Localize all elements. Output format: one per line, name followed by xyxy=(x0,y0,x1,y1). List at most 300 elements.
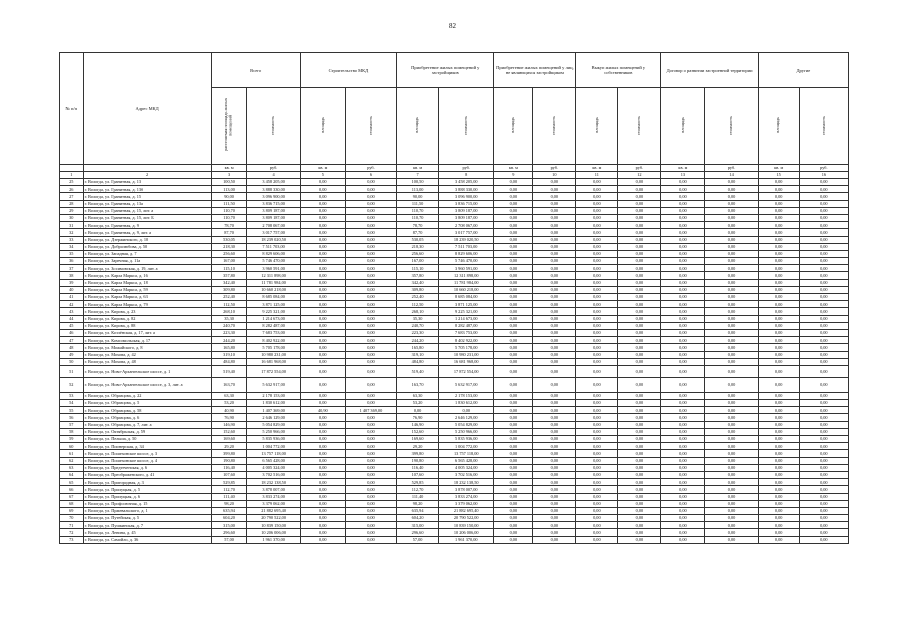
other-cost: 0,00 xyxy=(799,377,848,392)
non-developer-cost: 0,00 xyxy=(533,428,576,435)
buyout-area: 0,00 xyxy=(576,308,618,315)
buyout-cost: 0,00 xyxy=(618,392,661,399)
territory-cost: 0,00 xyxy=(705,329,758,336)
total-cost: 8 402 922,00 xyxy=(247,337,300,344)
other-cost: 0,00 xyxy=(799,265,848,272)
table-row xyxy=(60,457,849,464)
row-address: г. Вологда, ул. Карла Маркса, д. 79 xyxy=(83,301,211,308)
non-developer-cost: 0,00 xyxy=(533,250,576,257)
non-developer-cost: 0,00 xyxy=(533,279,576,286)
total-area: 115,10 xyxy=(211,265,247,272)
developer-cost: 8 282 487,00 xyxy=(439,322,494,329)
total-cost: 7 683 753,00 xyxy=(247,329,300,336)
unit-cell: руб. xyxy=(799,165,848,172)
territory-cost: 0,00 xyxy=(705,179,758,186)
non-developer-area: 0,00 xyxy=(494,265,533,272)
non-developer-cost: 0,00 xyxy=(533,450,576,457)
column-number: 3 xyxy=(211,172,247,179)
table-row xyxy=(60,407,849,414)
developer-cost: 5 746 470,00 xyxy=(439,258,494,265)
construction-area: 0,00 xyxy=(300,436,345,443)
non-developer-cost: 0,00 xyxy=(533,400,576,407)
non-developer-area: 0,00 xyxy=(494,222,533,229)
territory-area: 0,00 xyxy=(661,529,705,536)
territory-area: 0,00 xyxy=(661,507,705,514)
construction-area: 0,00 xyxy=(300,337,345,344)
construction-cost: 0,00 xyxy=(345,322,396,329)
other-cost: 0,00 xyxy=(799,315,848,322)
non-developer-area: 0,00 xyxy=(494,464,533,471)
row-number: 58 xyxy=(60,428,84,435)
table-row xyxy=(60,337,849,344)
developer-area: 112,70 xyxy=(397,486,439,493)
buyout-cost: 0,00 xyxy=(618,358,661,365)
construction-area: 0,00 xyxy=(300,301,345,308)
row-number: 64 xyxy=(60,471,84,478)
non-developer-cost: 0,00 xyxy=(533,421,576,428)
unit-cell: кв. м xyxy=(576,165,618,172)
other-cost: 0,00 xyxy=(799,294,848,301)
developer-area: 357,80 xyxy=(397,272,439,279)
table-row xyxy=(60,207,849,214)
total-cost: 18 239 020,50 xyxy=(247,236,300,243)
developer-area: 268,10 xyxy=(397,308,439,315)
construction-area: 0,00 xyxy=(300,214,345,221)
buyout-cost: 0,00 xyxy=(618,322,661,329)
row-address: г. Вологда, ул. Карла Маркса, д. 18 xyxy=(83,279,211,286)
territory-cost: 0,00 xyxy=(705,428,758,435)
developer-cost: 1 004 772,00 xyxy=(439,443,494,450)
total-area: 40,90 xyxy=(211,407,247,414)
total-area: 635,94 xyxy=(211,507,247,514)
row-number: 36 xyxy=(60,258,84,265)
developer-area: 146,90 xyxy=(397,421,439,428)
row-number: 71 xyxy=(60,522,84,529)
table-row xyxy=(60,536,849,543)
other-cost: 0,00 xyxy=(799,214,848,221)
territory-area: 0,00 xyxy=(661,471,705,478)
table-row xyxy=(60,522,849,529)
construction-cost: 0,00 xyxy=(345,536,396,543)
total-area: 268,10 xyxy=(211,308,247,315)
construction-area: 0,00 xyxy=(300,243,345,250)
developer-area: 296,60 xyxy=(397,529,439,536)
buyout-cost: 0,00 xyxy=(618,236,661,243)
subheader-area: площадь xyxy=(494,88,533,165)
construction-area: 40,90 xyxy=(300,407,345,414)
total-area: 309,80 xyxy=(211,286,247,293)
row-number: 27 xyxy=(60,193,84,200)
total-cost: 8 829 606,00 xyxy=(247,250,300,257)
construction-cost: 0,00 xyxy=(345,400,396,407)
developer-area: 169,60 xyxy=(397,436,439,443)
buyout-area: 0,00 xyxy=(576,450,618,457)
territory-cost: 0,00 xyxy=(705,337,758,344)
construction-area: 0,00 xyxy=(300,486,345,493)
non-developer-area: 0,00 xyxy=(494,207,533,214)
construction-cost: 0,00 xyxy=(345,279,396,286)
construction-cost: 0,00 xyxy=(345,200,396,207)
total-cost: 3 878 007,00 xyxy=(247,486,300,493)
column-number: 2 xyxy=(83,172,211,179)
column-number: 9 xyxy=(494,172,533,179)
other-cost: 0,00 xyxy=(799,236,848,243)
territory-cost: 0,00 xyxy=(705,286,758,293)
developer-cost: 3 809 187,00 xyxy=(439,214,494,221)
other-area: 0,00 xyxy=(758,493,799,500)
territory-cost: 0,00 xyxy=(705,486,758,493)
total-cost: 5 250 966,00 xyxy=(247,428,300,435)
construction-cost: 0,00 xyxy=(345,479,396,486)
header-row-number: № п/п xyxy=(60,53,84,165)
developer-area: 78,70 xyxy=(397,222,439,229)
territory-area: 0,00 xyxy=(661,308,705,315)
construction-area: 0,00 xyxy=(300,365,345,377)
header-acquisition-developers: Приобретение жилых помещений у застройщиков xyxy=(397,53,494,88)
construction-area: 0,00 xyxy=(300,186,345,193)
developer-area: 244,20 xyxy=(397,337,439,344)
row-address: г. Вологда, ул. Ленина, д. 45 xyxy=(83,529,211,536)
construction-area: 0,00 xyxy=(300,229,345,236)
table-row xyxy=(60,493,849,500)
total-cost: 1 004 772,00 xyxy=(247,443,300,450)
total-cost: 10 839 150,00 xyxy=(247,522,300,529)
developer-area: 111,40 xyxy=(397,493,439,500)
total-cost: 1 961 370,00 xyxy=(247,536,300,543)
subheader-cost: стоимость xyxy=(618,88,661,165)
developer-cost: 13 757 118,00 xyxy=(439,450,494,457)
buyout-area: 0,00 xyxy=(576,500,618,507)
territory-area: 0,00 xyxy=(661,400,705,407)
developer-cost: 9 225 321,00 xyxy=(439,308,494,315)
other-cost: 0,00 xyxy=(799,500,848,507)
total-area: 110,70 xyxy=(211,214,247,221)
construction-cost: 0,00 xyxy=(345,392,396,399)
unit-cell: руб. xyxy=(618,165,661,172)
row-number: 45 xyxy=(60,322,84,329)
total-area: 111,50 xyxy=(211,200,247,207)
other-area: 0,00 xyxy=(758,392,799,399)
non-developer-cost: 0,00 xyxy=(533,272,576,279)
other-area: 0,00 xyxy=(758,258,799,265)
row-address: г. Вологда, ул. Карла Маркса, д. 59 xyxy=(83,286,211,293)
buyout-cost: 0,00 xyxy=(618,286,661,293)
buyout-area: 0,00 xyxy=(576,377,618,392)
developer-area: 165,80 xyxy=(397,344,439,351)
table-row xyxy=(60,186,849,193)
buyout-cost: 0,00 xyxy=(618,294,661,301)
total-cost: 5 705 178,00 xyxy=(247,344,300,351)
non-developer-area: 0,00 xyxy=(494,193,533,200)
non-developer-cost: 0,00 xyxy=(533,286,576,293)
other-area: 0,00 xyxy=(758,358,799,365)
total-area: 399,80 xyxy=(211,450,247,457)
non-developer-cost: 0,00 xyxy=(533,258,576,265)
buyout-cost: 0,00 xyxy=(618,200,661,207)
total-cost: 3 809 187,00 xyxy=(247,214,300,221)
territory-area: 0,00 xyxy=(661,479,705,486)
unit-cell: кв. м xyxy=(397,165,439,172)
table-row xyxy=(60,193,849,200)
developer-area: 163,70 xyxy=(397,377,439,392)
total-area: 152,60 xyxy=(211,428,247,435)
non-developer-cost: 0,00 xyxy=(533,351,576,358)
unit-cell: кв. м xyxy=(300,165,345,172)
territory-cost: 0,00 xyxy=(705,207,758,214)
territory-area: 0,00 xyxy=(661,443,705,450)
column-number: 7 xyxy=(397,172,439,179)
table-row xyxy=(60,179,849,186)
buyout-area: 0,00 xyxy=(576,351,618,358)
territory-area: 0,00 xyxy=(661,358,705,365)
row-number: 37 xyxy=(60,265,84,272)
construction-area: 0,00 xyxy=(300,500,345,507)
table-row xyxy=(60,294,849,301)
developer-cost: 3 836 715,00 xyxy=(439,200,494,207)
buyout-cost: 0,00 xyxy=(618,250,661,257)
row-number: 60 xyxy=(60,443,84,450)
total-cost: 10 980 231,00 xyxy=(247,351,300,358)
row-number: 53 xyxy=(60,392,84,399)
construction-area: 0,00 xyxy=(300,250,345,257)
construction-cost: 0,00 xyxy=(345,294,396,301)
territory-cost: 0,00 xyxy=(705,358,758,365)
construction-cost: 0,00 xyxy=(345,250,396,257)
territory-cost: 0,00 xyxy=(705,479,758,486)
other-area: 0,00 xyxy=(758,250,799,257)
other-cost: 0,00 xyxy=(799,358,848,365)
other-cost: 0,00 xyxy=(799,414,848,421)
territory-area: 0,00 xyxy=(661,265,705,272)
developer-area: 116,40 xyxy=(397,464,439,471)
territory-cost: 0,00 xyxy=(705,193,758,200)
construction-cost: 0,00 xyxy=(345,493,396,500)
unit-cell: руб. xyxy=(705,165,758,172)
row-number: 55 xyxy=(60,407,84,414)
row-number: 40 xyxy=(60,286,84,293)
territory-cost: 0,00 xyxy=(705,443,758,450)
row-address: г. Вологда, ул. Профсоюзная, д. 15 xyxy=(83,500,211,507)
row-address: г. Вологда, ул. Зосимовская, д. 19, лит. а xyxy=(83,265,211,272)
row-address: г. Вологда, ул. Пригородная, д. 3 xyxy=(83,479,211,486)
table-row xyxy=(60,428,849,435)
buyout-cost: 0,00 xyxy=(618,493,661,500)
buyout-area: 0,00 xyxy=(576,522,618,529)
developer-area: 529,85 xyxy=(397,479,439,486)
other-area: 0,00 xyxy=(758,486,799,493)
developer-cost: 21 882 695,40 xyxy=(439,507,494,514)
total-area: 519,40 xyxy=(211,365,247,377)
row-address: г. Вологда, ул. Заречная, д. 11а xyxy=(83,258,211,265)
construction-cost: 0,00 xyxy=(345,258,396,265)
table-body xyxy=(60,179,849,544)
non-developer-area: 0,00 xyxy=(494,329,533,336)
non-developer-area: 0,00 xyxy=(494,414,533,421)
row-number: 63 xyxy=(60,464,84,471)
total-area: 35,30 xyxy=(211,315,247,322)
territory-cost: 0,00 xyxy=(705,214,758,221)
developer-area: 399,80 xyxy=(397,450,439,457)
buyout-area: 0,00 xyxy=(576,301,618,308)
construction-cost: 0,00 xyxy=(345,457,396,464)
subheader-cost: стоимость xyxy=(345,88,396,165)
construction-cost: 0,00 xyxy=(345,443,396,450)
total-cost: 7 511 703,00 xyxy=(247,243,300,250)
total-area: 111,40 xyxy=(211,493,247,500)
other-area: 0,00 xyxy=(758,193,799,200)
non-developer-area: 0,00 xyxy=(494,493,533,500)
territory-area: 0,00 xyxy=(661,436,705,443)
buyout-cost: 0,00 xyxy=(618,179,661,186)
row-number: 54 xyxy=(60,400,84,407)
developer-cost: 3 871 125,00 xyxy=(439,301,494,308)
developer-area: 76,90 xyxy=(397,414,439,421)
buyout-area: 0,00 xyxy=(576,365,618,377)
other-cost: 0,00 xyxy=(799,421,848,428)
buyout-area: 0,00 xyxy=(576,265,618,272)
buyout-cost: 0,00 xyxy=(618,329,661,336)
non-developer-cost: 0,00 xyxy=(533,457,576,464)
buyout-cost: 0,00 xyxy=(618,515,661,522)
buyout-area: 0,00 xyxy=(576,464,618,471)
other-cost: 0,00 xyxy=(799,522,848,529)
buyout-cost: 0,00 xyxy=(618,186,661,193)
total-area: 484,80 xyxy=(211,358,247,365)
total-cost: 3 017 757,00 xyxy=(247,229,300,236)
row-address: г. Вологда, ул. Прилуцкая, д. 5 xyxy=(83,486,211,493)
row-address: г. Вологда, ул. Карла Маркса, д. 16 xyxy=(83,272,211,279)
total-cost: 18 232 138,50 xyxy=(247,479,300,486)
construction-area: 0,00 xyxy=(300,308,345,315)
construction-area: 0,00 xyxy=(300,507,345,514)
total-cost: 1 407 369,00 xyxy=(247,407,300,414)
developer-cost: 3 458 205,00 xyxy=(439,179,494,186)
total-area: 319,10 xyxy=(211,351,247,358)
other-cost: 0,00 xyxy=(799,308,848,315)
total-cost: 3 379 062,00 xyxy=(247,500,300,507)
territory-area: 0,00 xyxy=(661,464,705,471)
other-area: 0,00 xyxy=(758,322,799,329)
buyout-area: 0,00 xyxy=(576,250,618,257)
subheader-area: площадь xyxy=(576,88,618,165)
construction-cost: 0,00 xyxy=(345,358,396,365)
developer-cost: 1 961 370,00 xyxy=(439,536,494,543)
non-developer-area: 0,00 xyxy=(494,301,533,308)
territory-cost: 0,00 xyxy=(705,457,758,464)
buyout-area: 0,00 xyxy=(576,229,618,236)
table-row xyxy=(60,464,849,471)
developer-area: 635,94 xyxy=(397,507,439,514)
buyout-area: 0,00 xyxy=(576,471,618,478)
total-area: 98,20 xyxy=(211,500,247,507)
buyout-cost: 0,00 xyxy=(618,258,661,265)
row-number: 57 xyxy=(60,421,84,428)
total-area: 90,00 xyxy=(211,193,247,200)
territory-area: 0,00 xyxy=(661,421,705,428)
other-cost: 0,00 xyxy=(799,436,848,443)
total-area: 116,40 xyxy=(211,464,247,471)
construction-area: 0,00 xyxy=(300,529,345,536)
non-developer-cost: 0,00 xyxy=(533,529,576,536)
developer-area: 309,80 xyxy=(397,286,439,293)
developer-area: 100,50 xyxy=(397,179,439,186)
non-developer-area: 0,00 xyxy=(494,400,533,407)
developer-cost: 10 660 218,00 xyxy=(439,286,494,293)
non-developer-area: 0,00 xyxy=(494,507,533,514)
subheader-cost: стоимость xyxy=(799,88,848,165)
developer-area: 90,00 xyxy=(397,193,439,200)
construction-cost: 0,00 xyxy=(345,344,396,351)
unit-cell: руб. xyxy=(533,165,576,172)
other-area: 0,00 xyxy=(758,265,799,272)
territory-area: 0,00 xyxy=(661,243,705,250)
buyout-cost: 0,00 xyxy=(618,500,661,507)
territory-area: 0,00 xyxy=(661,294,705,301)
construction-cost: 0,00 xyxy=(345,507,396,514)
construction-cost: 0,00 xyxy=(345,229,396,236)
other-cost: 0,00 xyxy=(799,392,848,399)
table-row xyxy=(60,272,849,279)
row-address: г. Вологда, ул. Кирова, д. 88 xyxy=(83,322,211,329)
buyout-cost: 0,00 xyxy=(618,414,661,421)
buyout-cost: 0,00 xyxy=(618,279,661,286)
header-other: Другие xyxy=(758,53,848,88)
construction-cost: 1 407 369,00 xyxy=(345,407,396,414)
construction-area: 0,00 xyxy=(300,279,345,286)
row-number: 42 xyxy=(60,301,84,308)
buyout-cost: 0,00 xyxy=(618,457,661,464)
developer-cost: 8 402 922,00 xyxy=(439,337,494,344)
row-number: 43 xyxy=(60,308,84,315)
non-developer-cost: 0,00 xyxy=(533,236,576,243)
other-cost: 0,00 xyxy=(799,186,848,193)
developer-area: 604,20 xyxy=(397,515,439,522)
total-cost: 3 833 274,00 xyxy=(247,493,300,500)
buyout-cost: 0,00 xyxy=(618,529,661,536)
territory-cost: 0,00 xyxy=(705,250,758,257)
other-area: 0,00 xyxy=(758,308,799,315)
buyout-area: 0,00 xyxy=(576,322,618,329)
table-row xyxy=(60,500,849,507)
construction-area: 0,00 xyxy=(300,428,345,435)
territory-area: 0,00 xyxy=(661,301,705,308)
other-area: 0,00 xyxy=(758,222,799,229)
construction-cost: 0,00 xyxy=(345,329,396,336)
construction-area: 0,00 xyxy=(300,193,345,200)
non-developer-area: 0,00 xyxy=(494,344,533,351)
construction-cost: 0,00 xyxy=(345,222,396,229)
buyout-area: 0,00 xyxy=(576,222,618,229)
developer-area: 35,30 xyxy=(397,315,439,322)
developer-cost: 2 178 153,00 xyxy=(439,392,494,399)
buyout-area: 0,00 xyxy=(576,258,618,265)
territory-area: 0,00 xyxy=(661,214,705,221)
developer-area: 315,00 xyxy=(397,522,439,529)
developer-cost: 18 232 138,50 xyxy=(439,479,494,486)
non-developer-area: 0,00 xyxy=(494,436,533,443)
non-developer-cost: 0,00 xyxy=(533,493,576,500)
header-address: Адрес МКД xyxy=(83,53,211,165)
other-area: 0,00 xyxy=(758,186,799,193)
construction-cost: 0,00 xyxy=(345,243,396,250)
other-cost: 0,00 xyxy=(799,407,848,414)
non-developer-area: 0,00 xyxy=(494,200,533,207)
buyout-area: 0,00 xyxy=(576,337,618,344)
buyout-area: 0,00 xyxy=(576,200,618,207)
construction-cost: 0,00 xyxy=(345,308,396,315)
developer-area: 223,30 xyxy=(397,329,439,336)
non-developer-area: 0,00 xyxy=(494,229,533,236)
